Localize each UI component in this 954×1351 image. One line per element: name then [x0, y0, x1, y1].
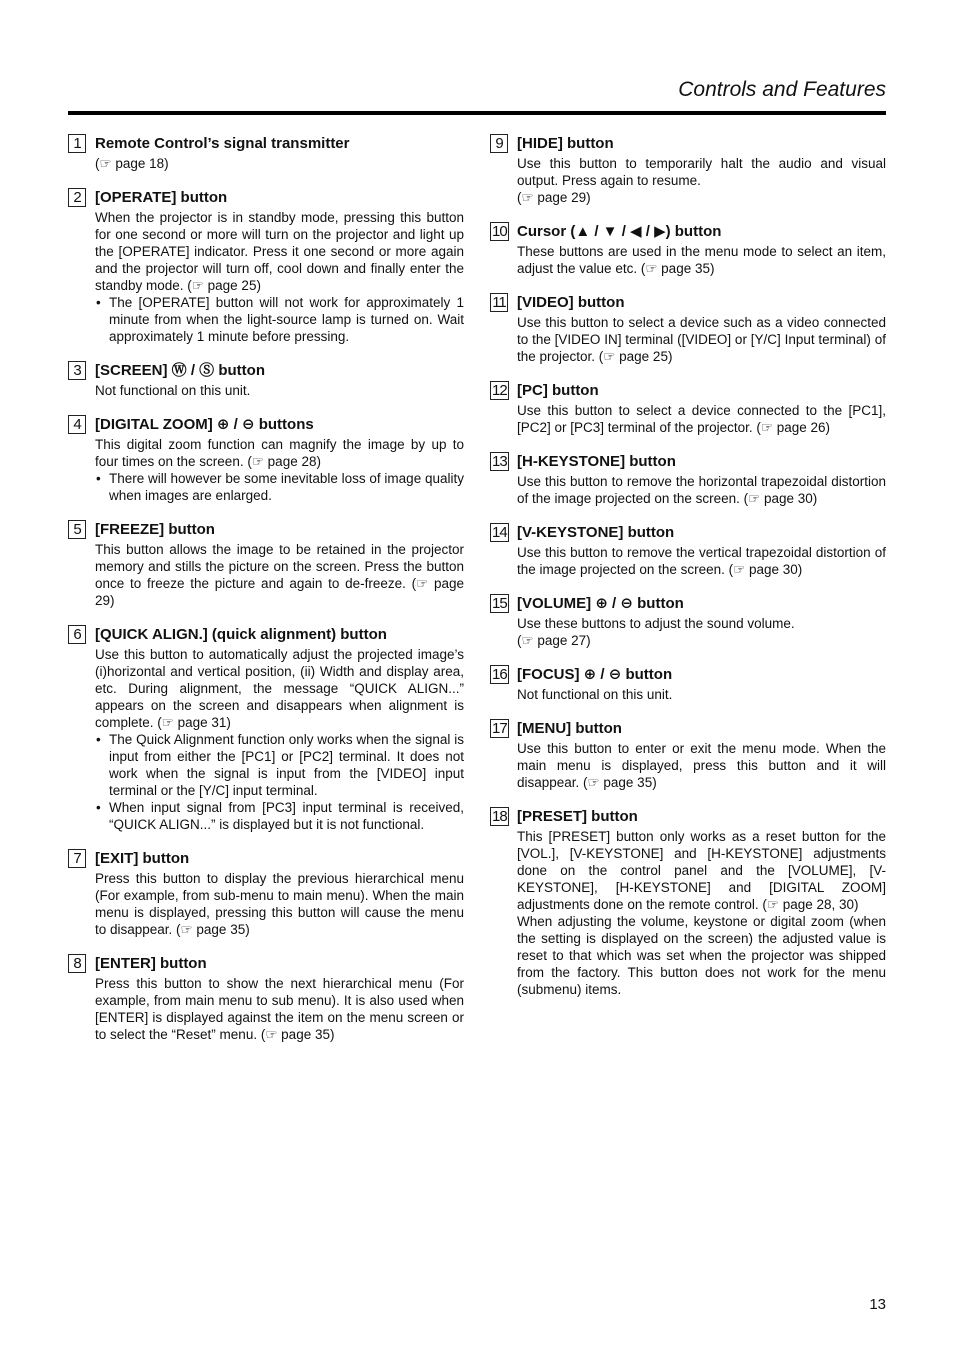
section-title: Controls and Features [678, 78, 886, 101]
feature-description: Use this button to select a device connected to the [PC1], [PC2] or [PC3] terminal of the projector. (☞ page 26) [517, 403, 886, 435]
feature-number: 6 [68, 625, 86, 644]
feature-number: 14 [492, 524, 507, 541]
feature-title: [V-KEYSTONE] button [517, 524, 675, 541]
feature-title: [ENTER] button [95, 955, 207, 972]
feature-item-12 [490, 381, 886, 436]
feature-number: 4 [68, 415, 86, 434]
feature-note: • The [OPERATE] button will not work for approximately 1 minute from when the light-source lamp is turned on. Wait approximately 1 minute before pressing. [95, 294, 464, 345]
feature-title: [PC] button [517, 382, 599, 399]
feature-number: 13 [492, 453, 507, 470]
feature-number: 3 [68, 361, 86, 380]
feature-description: Use this button to remove the vertical trapezoidal distortion of the image projected on the screen. (☞ page 30) [517, 545, 886, 577]
feature-item-15 [490, 594, 886, 649]
feature-title: [DIGITAL ZOOM] ⊕ / ⊖ buttons [95, 416, 314, 433]
feature-description: (☞ page 27) [517, 633, 591, 648]
feature-item-8 [68, 954, 464, 1043]
feature-description: When adjusting the volume, keystone or digital zoom (when the setting is displayed on the screen) the adjusted value is reset to that which was set when the projector was shipped from the factory. This button does not work for the menu (submenu) items. [517, 914, 886, 997]
feature-item-7 [68, 849, 464, 938]
feature-description: Press this button to show the next hierarchical menu (For example, from main menu to sub menu). It is also used when [ENTER] is displayed against the item on the menu screen or to select the “Reset” menu. (☞ page 35) [95, 976, 464, 1042]
feature-notes [95, 470, 464, 504]
feature-description: This [PRESET] button only works as a reset button for the [VOL.], [V-KEYSTONE] and [H-KEYSTONE] adjustments done on the control panel and the [VOLUME], [V-KEYSTONE], [H-KEYSTONE] and [DIGITAL ZOOM] adjustments done on the remote control. (☞ page 28, 30) [517, 829, 886, 912]
feature-number: 15 [492, 595, 507, 612]
feature-title: [EXIT] button [95, 850, 190, 867]
feature-title: Remote Control’s signal transmitter [95, 135, 350, 152]
feature-number: 5 [68, 520, 86, 539]
feature-description: Use this button to enter or exit the menu mode. When the main menu is displayed, press this button and it will disappear. (☞ page 35) [517, 741, 886, 790]
feature-title: [FREEZE] button [95, 521, 215, 538]
feature-title: [VIDEO] button [517, 294, 625, 311]
feature-description: These buttons are used in the menu mode to select an item, adjust the value etc. (☞ page 35) [517, 244, 886, 276]
feature-description: Use this button to automatically adjust the projected image’s (i)horizontal and vertical position, (ii) Width and display area, etc. During alignment, the message “QUICK ALIGN...” appears on the screen and disappears when alignment is complete. (☞ page 31) [95, 647, 464, 730]
feature-number: 7 [68, 849, 86, 868]
right-column [490, 133, 886, 1014]
header-rule [68, 111, 886, 115]
feature-note: • There will however be some inevitable loss of image quality when images are enlarged. [95, 470, 464, 504]
feature-number: 12 [492, 382, 507, 399]
feature-description: (☞ page 29) [517, 190, 591, 205]
left-column [68, 133, 464, 1059]
feature-description: Use this button to select a device such as a video connected to the [VIDEO IN] terminal ([VIDEO] or [Y/C] Input terminal) of the projector. (☞ page 25) [517, 315, 886, 364]
feature-number: 2 [68, 188, 86, 207]
feature-number: 16 [492, 666, 507, 683]
page-number: 13 [869, 1296, 886, 1313]
feature-item-11 [490, 293, 886, 365]
feature-title: [SCREEN] Ⓦ / Ⓢ button [95, 362, 265, 379]
feature-description: This digital zoom function can magnify the image by up to four times on the screen. (☞ page 28) [95, 437, 464, 469]
feature-note: • When input signal from [PC3] input terminal is received, “QUICK ALIGN...” is displayed but it is not functional. [95, 799, 464, 833]
feature-item-6 [68, 625, 464, 833]
feature-item-18 [490, 807, 886, 998]
feature-description: This button allows the image to be retained in the projector memory and stills the picture on the screen. Press the button once to freeze the picture and again to de-freeze. (☞ page 29) [95, 542, 464, 608]
feature-title: [FOCUS] ⊕ / ⊖ button [517, 666, 673, 683]
feature-item-3 [68, 361, 464, 399]
feature-item-2 [68, 188, 464, 345]
feature-number: 10 [492, 223, 507, 240]
feature-number: 8 [68, 954, 86, 973]
feature-description: Not functional on this unit. [517, 687, 673, 702]
feature-title: [MENU] button [517, 720, 622, 737]
feature-item-14 [490, 523, 886, 578]
feature-number: 11 [490, 293, 508, 312]
feature-item-16 [490, 665, 886, 703]
feature-item-1 [68, 134, 464, 172]
feature-description: Not functional on this unit. [95, 383, 251, 398]
feature-title: [HIDE] button [517, 135, 614, 152]
feature-number: 1 [68, 134, 86, 153]
feature-note: • The Quick Alignment function only works when the signal is input from either the [PC1] or [PC2] terminal. It does not work when the signal is input from the [VIDEO] input terminal or the [Y/C] input terminal. [95, 731, 464, 799]
feature-title: [QUICK ALIGN.] (quick alignment) button [95, 626, 387, 643]
feature-description: Press this button to display the previous hierarchical menu (For example, from sub-menu to main menu). When the main menu is displayed, pressing this button will cause the menu to disappear. (☞ page 35) [95, 871, 464, 937]
feature-title: [OPERATE] button [95, 189, 228, 206]
feature-item-13 [490, 452, 886, 507]
feature-item-10 [490, 222, 886, 277]
feature-notes [95, 294, 464, 345]
feature-title: [VOLUME] ⊕ / ⊖ button [517, 595, 684, 612]
feature-item-17 [490, 719, 886, 791]
feature-description: Use this button to remove the horizontal trapezoidal distortion of the image projected on the screen. (☞ page 30) [517, 474, 886, 506]
feature-title: [H-KEYSTONE] button [517, 453, 676, 470]
feature-notes [95, 731, 464, 833]
feature-description: Use this button to temporarily halt the audio and visual output. Press again to resume. [517, 156, 886, 188]
feature-item-9 [490, 134, 886, 206]
feature-description: (☞ page 18) [95, 156, 169, 171]
feature-description: Use these buttons to adjust the sound volume. [517, 616, 795, 631]
feature-description: When the projector is in standby mode, pressing this button for one second or more will turn on the projector and light up the [OPERATE] indicator. Press it one second or more again and the projector will turn off, cool down and finally enter the standby mode. (☞ page 25) [95, 210, 464, 293]
feature-item-5 [68, 520, 464, 609]
feature-number: 17 [492, 720, 507, 737]
feature-title: Cursor (▲ / ▼ / ◀ / ▶) button [517, 223, 722, 240]
feature-title: [PRESET] button [517, 808, 638, 825]
feature-number: 9 [490, 134, 508, 153]
feature-item-4 [68, 415, 464, 504]
feature-number: 18 [492, 808, 507, 825]
